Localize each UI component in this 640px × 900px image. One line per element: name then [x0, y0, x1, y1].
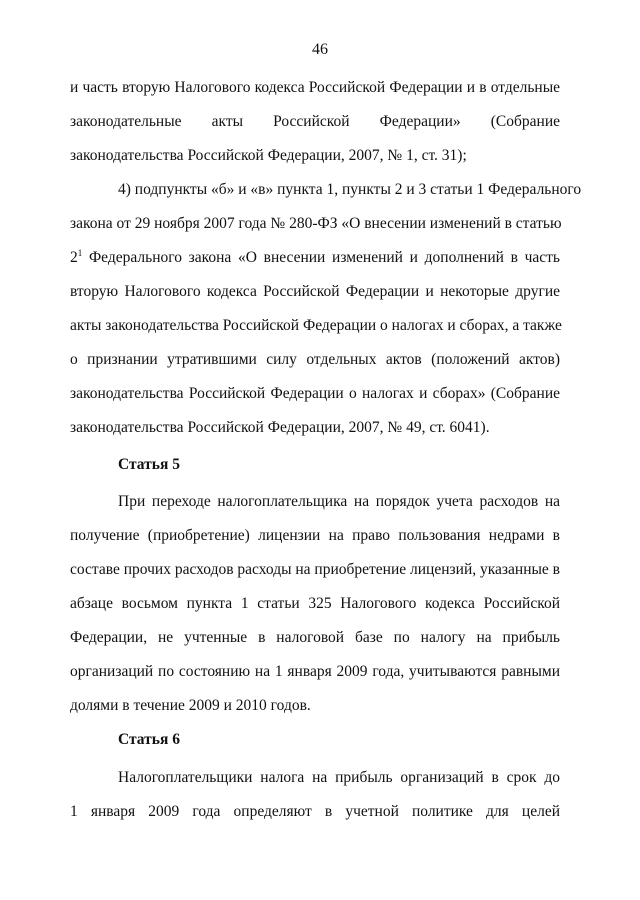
text-line: 4) подпункты «б» и «в» пункта 1, пункты 2 и 3 статьи 1 Федерального	[118, 181, 582, 198]
text-line: организаций по состоянию на 1 января 2009 года, учитываются равными	[70, 663, 560, 680]
article-number-superscript: 1	[77, 247, 83, 258]
text-line: 1 января 2009 года определяют в учетной политике для целей	[70, 803, 560, 820]
text-line: законодательные акты Российской Федерации» (Собрание	[70, 113, 560, 130]
text-fragment: Федерального закона «О внесении изменений и дополнений в часть	[88, 249, 561, 266]
text-line: акты законодательства Российской Федерации о налогах и сборах, а также	[70, 317, 562, 334]
text-line: Федерации, не учтенные в налоговой базе по налогу на прибыль	[70, 629, 560, 646]
text-line: о признании утратившими силу отдельных актов (положений актов)	[70, 351, 560, 368]
page-number: 46	[312, 41, 328, 58]
text-line: вторую Налогового кодекса Российской Федерации и некоторые другие	[70, 283, 560, 300]
article-5-heading: Статья 5	[118, 456, 180, 473]
text-line: При переходе налогоплательщика на порядок учета расходов на	[118, 493, 560, 510]
text-line: долями в течение 2009 и 2010 годов.	[70, 697, 311, 714]
text-line: законодательства Российской Федерации, 2007, № 49, ст. 6041).	[70, 419, 490, 436]
article-number	[70, 249, 82, 266]
article-number-base: 2	[70, 249, 78, 266]
text-line	[70, 248, 560, 268]
article-6-heading: Статья 6	[118, 731, 180, 748]
text-line: и часть вторую Налогового кодекса Российской Федерации и в отдельные	[70, 79, 560, 96]
text-line: Налогоплательщики налога на прибыль организаций в срок до	[118, 769, 560, 786]
text-line: законодательства Российской Федерации, 2007, № 1, ст. 31);	[70, 147, 467, 164]
text-line: закона от 29 ноября 2007 года № 280-ФЗ «О внесении изменений в статью	[70, 215, 562, 232]
text-line: законодательства Российской Федерации о налогах и сборах» (Собрание	[70, 385, 560, 402]
text-line: абзаце восьмом пункта 1 статьи 325 Налогового кодекса Российской	[70, 595, 560, 612]
text-line: получение (приобретение) лицензии на право пользования недрами в	[70, 527, 560, 544]
text-line: составе прочих расходов расходы на приобретение лицензий, указанные в	[70, 561, 560, 578]
